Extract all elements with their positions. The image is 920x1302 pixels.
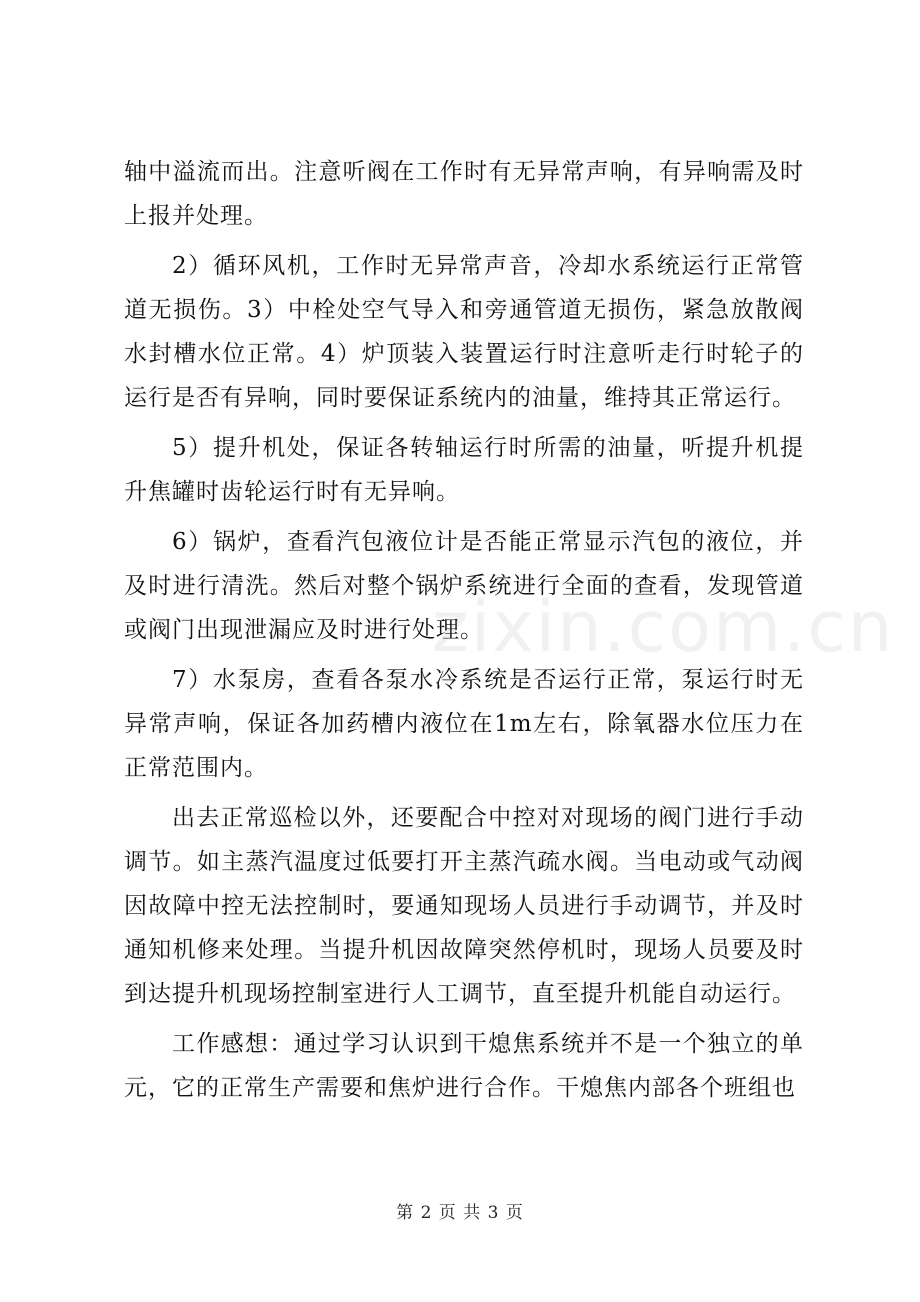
paragraph-1: 轴中溢流而出。注意听阀在工作时有无异常声响，有异响需及时上报并处理。 — [124, 159, 804, 229]
paragraph-6: 出去正常巡检以外，还要配合中控对对现场的阀门进行手动调节。如主蒸汽温度过低要打开主蒸汽疏水阀。当电动或气动阀因故障中控无法控制时，要通知现场人员进行手动调节，并及时通知机修来处理。当提升机因故障突然停机时，现场人员要及时到达提升机现场控制室进行人工调节，直至提升机能自动运行。 — [124, 805, 804, 1007]
paragraph-7: 工作感想：通过学习认识到干熄焦系统并不是一个独立的单元，它的正常生产需要和焦炉进行合作。干熄焦内部各个班组也 — [124, 1031, 804, 1101]
paragraph-2: 2）循环风机，工作时无异常声音，冷却水系统运行正常管道无损伤。3）中栓处空气导入和旁通管道无损伤，紧急放散阀水封槽水位正常。4）炉顶装入装置运行时注意听走行时轮子的运行是否有异响，同时要保证系统内的油量，维持其正常运行。 — [124, 253, 804, 411]
paragraph-5: 7）水泵房，查看各泵水冷系统是否运行正常，泵运行时无异常声响，保证各加药槽内液位在1m左右，除氧器水位压力在正常范围内。 — [124, 667, 804, 781]
page-number-footer: 第 2 页 共 3 页 — [396, 1203, 524, 1223]
paragraph-3: 5）提升机处，保证各转轴运行时所需的油量，听提升机提升焦罐时齿轮运行时有无异响。 — [124, 435, 804, 505]
paragraph-4: 6）锅炉，查看汽包液位计是否能正常显示汽包的液位，并及时进行清洗。然后对整个锅炉系统进行全面的查看，发现管道或阀门出现泄漏应及时进行处理。 — [124, 529, 804, 643]
document-body — [124, 150, 804, 1116]
watermark: zixin.com.cn — [432, 586, 895, 668]
